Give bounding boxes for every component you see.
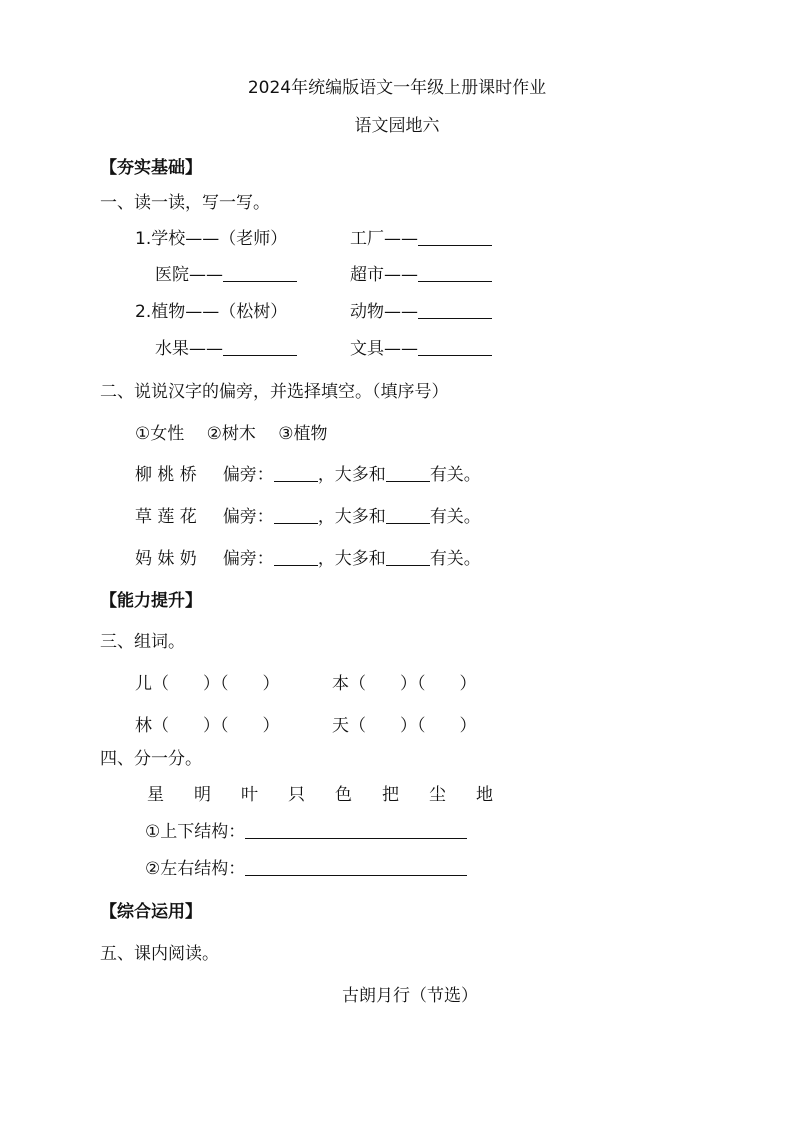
question-1-title: 一、读一读，写一写。 — [100, 193, 270, 213]
question-3-title: 三、组词。 — [100, 632, 185, 652]
q4-line-2 — [145, 861, 467, 878]
answer-blank[interactable] — [418, 354, 492, 356]
answer-blank[interactable] — [245, 874, 467, 876]
q2-label: 偏旁： — [222, 549, 274, 569]
q1-row2-right-label: 超市—— — [350, 265, 418, 285]
q2-mid: ，大多和 — [317, 549, 386, 569]
q1-row1-right — [350, 231, 492, 248]
answer-blank[interactable] — [274, 522, 318, 524]
answer-blank[interactable] — [274, 480, 318, 482]
q2-mid: ，大多和 — [317, 465, 386, 485]
q3-row1-b: 本（ ）（ ） — [332, 674, 477, 694]
q2-label: 偏旁： — [222, 465, 274, 485]
poem-title: 古朗月行（节选） — [342, 986, 478, 1006]
q1-row1-left: 1.学校——（老师） — [135, 229, 288, 249]
q2-row-2 — [135, 509, 481, 526]
question-2-title: 二、说说汉字的偏旁，并选择填空。（填序号） — [100, 382, 449, 402]
q2-end: 有关。 — [429, 549, 481, 569]
q1-row2-left — [155, 267, 297, 284]
answer-blank[interactable] — [386, 522, 430, 524]
q1-row4-left-label: 水果—— — [155, 339, 223, 359]
section-heading-basic: 【夯实基础】 — [100, 158, 202, 178]
section-heading-comprehensive: 【综合运用】 — [100, 902, 202, 922]
q2-label: 偏旁： — [222, 507, 274, 527]
q4-char-8: 地 — [476, 785, 493, 805]
q4-char-2: 明 — [194, 785, 211, 805]
q4-line-1 — [145, 824, 467, 841]
q3-row1-a: 儿（ ）（ ） — [135, 674, 280, 694]
question-5-title: 五、课内阅读。 — [100, 944, 219, 964]
section-heading-ability: 【能力提升】 — [100, 591, 202, 611]
q4-line2-label: ②左右结构： — [145, 859, 246, 879]
q4-char-4: 只 — [288, 785, 305, 805]
answer-blank[interactable] — [386, 564, 430, 566]
q2-chars: 草 莲 花 — [135, 507, 197, 527]
q1-row2-left-label: 医院—— — [155, 265, 223, 285]
answer-blank[interactable] — [418, 317, 492, 319]
q1-row2-right — [350, 267, 492, 284]
q2-row-3 — [135, 551, 481, 568]
answer-blank[interactable] — [418, 280, 492, 282]
q4-char-1: 星 — [147, 785, 164, 805]
page-title: 2024年统编版语文一年级上册课时作业 — [247, 78, 547, 98]
answer-blank[interactable] — [418, 244, 492, 246]
q4-char-6: 把 — [382, 785, 399, 805]
q2-chars: 柳 桃 桥 — [135, 465, 197, 485]
q1-row4-right — [350, 341, 492, 358]
q4-char-3: 叶 — [241, 785, 258, 805]
answer-blank[interactable] — [223, 280, 297, 282]
answer-blank[interactable] — [245, 837, 467, 839]
q4-char-7: 尘 — [429, 785, 446, 805]
q1-row3-left: 2.植物——（松树） — [135, 302, 288, 322]
q4-char-5: 色 — [335, 785, 352, 805]
q2-end: 有关。 — [429, 507, 481, 527]
q2-mid: ，大多和 — [317, 507, 386, 527]
q3-row2-b: 天（ ）（ ） — [332, 716, 477, 736]
page-subtitle: 语文园地六 — [354, 116, 440, 136]
answer-blank[interactable] — [274, 564, 318, 566]
q2-options: ①女性 ②树木 ③植物 — [135, 424, 328, 444]
answer-blank[interactable] — [223, 354, 297, 356]
q2-row-1 — [135, 467, 481, 484]
q1-row1-right-label: 工厂—— — [350, 229, 418, 249]
q1-row4-right-label: 文具—— — [350, 339, 418, 359]
q1-row4-left — [155, 341, 297, 358]
q3-row2-a: 林（ ）（ ） — [135, 716, 280, 736]
q2-chars: 妈 妹 奶 — [135, 549, 197, 569]
q2-end: 有关。 — [429, 465, 481, 485]
q1-row3-right — [350, 304, 492, 321]
q4-line1-label: ①上下结构： — [145, 822, 246, 842]
answer-blank[interactable] — [386, 480, 430, 482]
q1-row3-right-label: 动物—— — [350, 302, 418, 322]
question-4-title: 四、分一分。 — [100, 749, 202, 769]
